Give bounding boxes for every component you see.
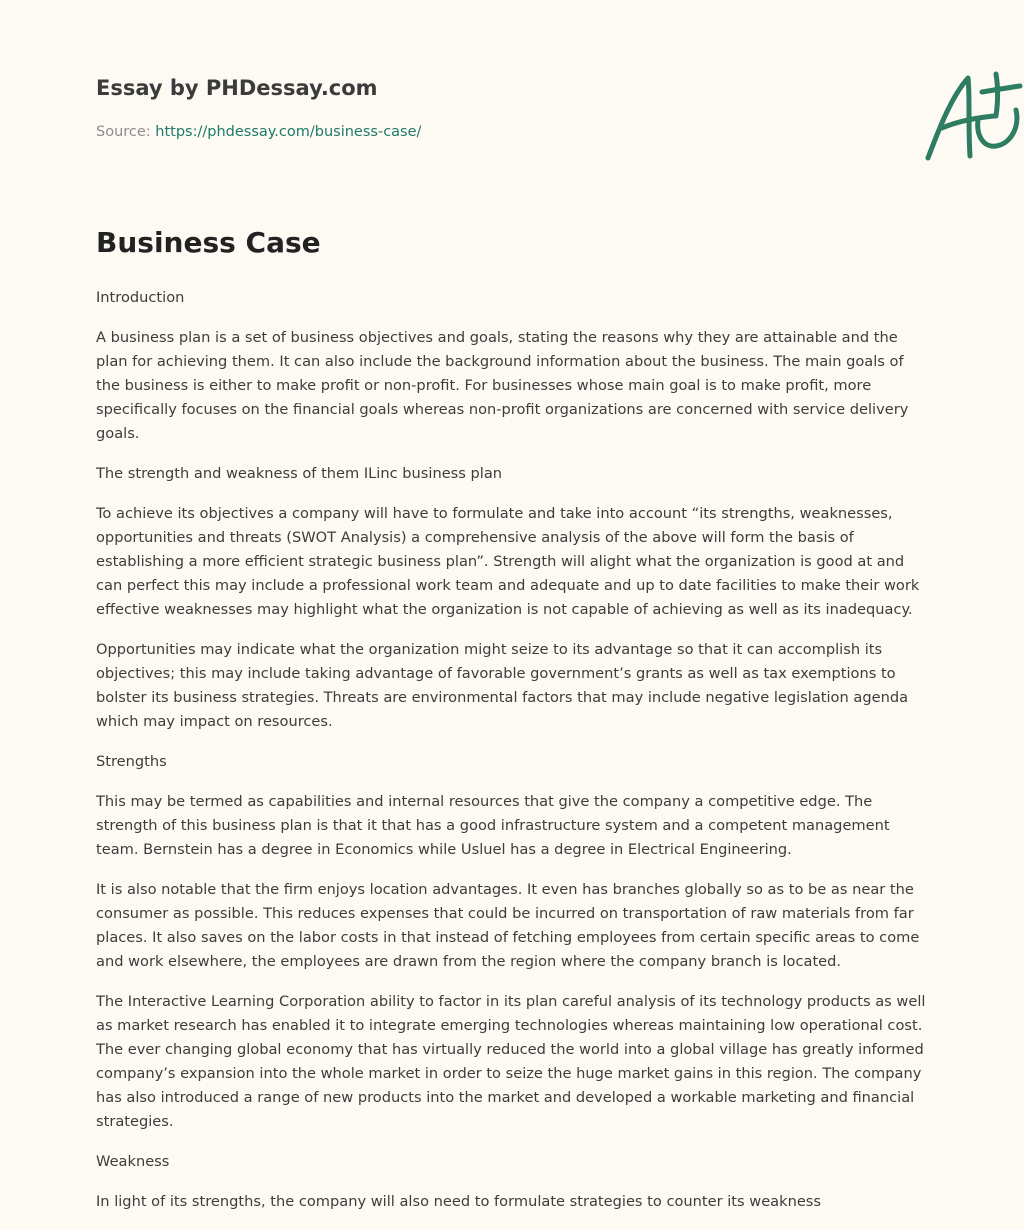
essay-paragraph: Weakness — [96, 1153, 170, 1170]
essay-paragraph: Introduction — [96, 289, 185, 306]
a-plus-logo-icon — [916, 66, 1024, 166]
essay-paragraph: Opportunities may indicate what the organization might seize to its advantage so that it can accomplish its objectives; this may include taking advantage of favorable government’s grants as well as tax exemptions to bolster its business strategies. Threats are environmental factors that may include negative legislation agenda which may impact on resources. — [96, 641, 909, 730]
essay-title: Business Case — [96, 226, 321, 259]
essay-paragraph: Strengths — [96, 753, 167, 770]
essay-paragraph: The Interactive Learning Corporation ability to factor in its plan careful analysis of its technology products as well as market research has enabled it to integrate emerging technologies whereas maintaining low operational cost. The ever changing global economy that has virtually reduced the world into a global village has greatly informed company’s expansion into the whole market in order to seize the huge market gains in this region. The company has also introduced a range of new products into the market and developed a workable marketing and financial strategies. — [96, 993, 926, 1130]
essay-paragraph: This may be termed as capabilities and internal resources that give the company a competitive edge. The strength of this business plan is that it that has a good infrastructure system and a competent management team. Bernstein has a degree in Economics while Usluel has a degree in Electrical Engineering. — [96, 793, 890, 858]
essay-paragraph: In light of its strengths, the company will also need to formulate strategies to counter its weakness — [96, 1193, 822, 1210]
source-line — [96, 124, 421, 140]
essay-paragraph: It is also notable that the firm enjoys location advantages. It even has branches globally so as to be as near the consumer as possible. This reduces expenses that could be incurred on transportation of raw materials from far places. It also saves on the labor costs in that instead of fetching employees from certain specific areas to come and work elsewhere, the employees are drawn from the region where the company branch is located. — [96, 881, 920, 970]
source-link[interactable]: https://phdessay.com/business-case/ — [155, 124, 422, 140]
essay-body — [96, 286, 928, 1230]
source-label: Source: — [96, 124, 151, 140]
essay-paragraph: To achieve its objectives a company will have to formulate and take into account “its strengths, weaknesses, opportunities and threats (SWOT Analysis) a comprehensive analysis of the above will form the basis of establishing a more efficient strategic business plan”. Strength will alight what the organization is good at and can perfect this may include a professional work team and adequate and up to date facilities to make their work effective weaknesses may highlight what the organization is not capable of achieving as well as its inadequacy. — [96, 505, 920, 618]
essay-paragraph: The strength and weakness of them ILinc business plan — [96, 465, 503, 482]
site-title: Essay by PHDessay.com — [96, 76, 378, 100]
essay-paragraph: A business plan is a set of business objectives and goals, stating the reasons why they are attainable and the plan for achieving them. It can also include the background information about the business. The main goals of the business is either to make profit or non-profit. For businesses whose main goal is to make profit, more specifically focuses on the financial goals whereas non-profit organizations are concerned with service delivery goals. — [96, 329, 909, 442]
